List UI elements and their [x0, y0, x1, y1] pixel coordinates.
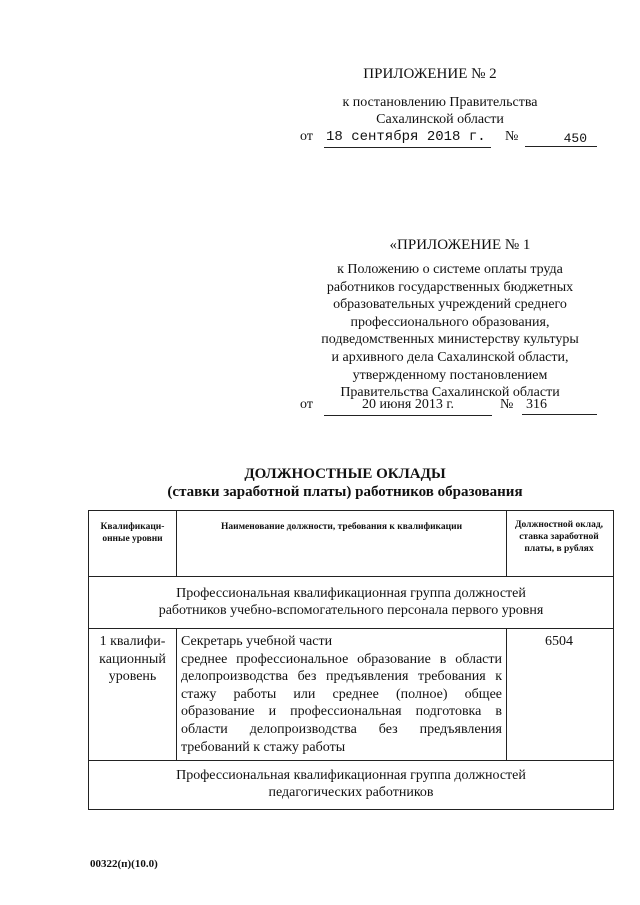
appendix1-reference — [305, 261, 595, 402]
header-qualification-levels: Квалификаци-онные уровни — [89, 511, 177, 576]
position-requirements: среднее профессиональное образование в области делопроизводства без предъявления требования к стажу работы или среднее (полное) общее образование и профессиональная подготовка в области делопроизводства без предъявления требований к стажу работы — [181, 651, 502, 755]
appendix1-reference-line: и архивного дела Сахалинской области, — [331, 349, 569, 365]
appendix2-reference — [320, 94, 560, 128]
group-row-support-staff — [89, 577, 613, 629]
appendix2-from-label: от — [300, 129, 313, 144]
group-title-line2: педагогических работников — [268, 785, 434, 800]
salary-table — [88, 510, 614, 810]
appendix2-title: ПРИЛОЖЕНИЕ № 2 — [363, 66, 497, 82]
group-title-line1: Профессиональная квалификационная группа должностей — [176, 586, 526, 601]
appendix1-reference-line: утвержденному постановлением — [352, 367, 548, 383]
appendix1-title: «ПРИЛОЖЕНИЕ № 1 — [389, 237, 531, 253]
appendix1-reference-line: профессионального образования, — [350, 314, 550, 330]
table-row — [89, 629, 613, 761]
salary-cell: 6504 — [545, 634, 573, 649]
appendix2-number-label: № — [505, 129, 519, 144]
heading-title: ДОЛЖНОСТНЫЕ ОКЛАДЫ — [244, 466, 446, 482]
appendix1-date: 20 июня 2013 г. — [324, 397, 492, 416]
appendix2-reference-line2: Сахалинской области — [376, 112, 504, 127]
appendix2-date-number — [300, 129, 600, 149]
appendix1-date-number — [300, 397, 600, 417]
appendix1-reference-line: подведомственных министерству культуры — [321, 332, 579, 348]
document-code: 00322(п)(10.0) — [90, 858, 158, 870]
heading-subtitle: (ставки заработной платы) работников образования — [167, 484, 523, 500]
qualification-level-cell: 1 квалифи-кационный уровень — [89, 629, 177, 760]
group-row-teaching-staff — [89, 761, 613, 809]
header-position-requirements: Наименование должности, требования к квалификации — [177, 511, 507, 576]
document-heading — [100, 465, 590, 501]
table-header-row — [89, 511, 613, 577]
appendix2-number: 450 — [525, 131, 597, 147]
group-title-line2: работников учебно-вспомогательного персонала первого уровня — [158, 603, 544, 618]
appendix1-number-label: № — [500, 397, 514, 412]
appendix1-reference-line: работников государственных бюджетных — [326, 279, 574, 295]
appendix1-reference-line: к Положению о системе оплаты труда — [337, 262, 563, 277]
group-title-line1: Профессиональная квалификационная группа должностей — [176, 768, 526, 783]
appendix1-reference-line: образовательных учреждений среднего — [333, 297, 567, 313]
position-name: Секретарь учебной части — [181, 634, 333, 649]
appendix1-from-label: от — [300, 397, 313, 412]
header-salary: Должностной оклад, ставка заработной платы, в рублях — [514, 520, 604, 554]
appendix2-reference-line1: к постановлению Правительства — [342, 95, 538, 110]
appendix2-date: 18 сентября 2018 г. — [324, 129, 491, 148]
appendix1-number: 316 — [522, 397, 597, 415]
appendix1-reference-line: Правительства Сахалинской области — [340, 385, 560, 401]
position-cell — [177, 629, 507, 760]
